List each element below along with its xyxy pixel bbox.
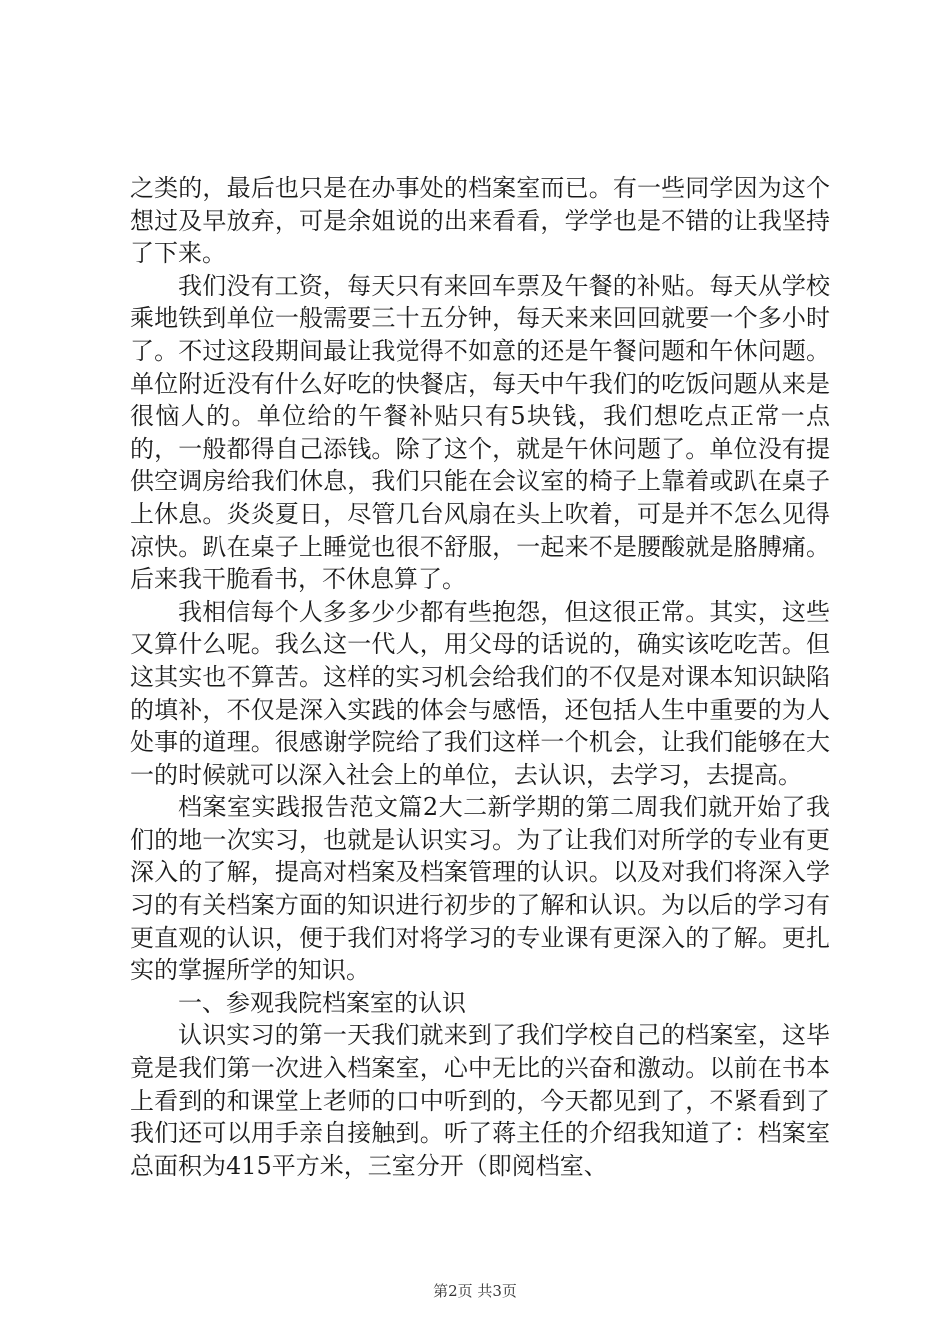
paragraph-3: 我相信每个人多多少少都有些抱怨，但这很正常。其实，这些又算什么呢。我么这一代人，用父母的话说的，确实该吃吃苦。但这其实也不算苦。这样的实习机会给我们的不仅是对课本知识缺陷的填补，不仅是深入实践的体会与感悟，还包括人生中重要的为人处事的道理。很感谢学院给了我们这样一个机会，让我们能够在大一的时候就可以深入社会上的单位，去认识，去学习，去提高。 [130,597,830,789]
paragraph-4: 档案室实践报告范文篇2大二新学期的第二周我们就开始了我们的地一次实习，也就是认识实习。为了让我们对所学的专业有更深入的了解，提高对档案及档案管理的认识。以及对我们将深入学习的有关档案方面的知识进行初步的了解和认识。为以后的学习有更直观的认识，便于我们对将学习的专业课有更深入的了解。更扎实的掌握所学的知识。 [130,793,830,985]
page-footer: 第2页 共3页 [433,1282,517,1300]
paragraph-5: 认识实习的第一天我们就来到了我们学校自己的档案室，这毕竟是我们第一次进入档案室，心中无比的兴奋和激动。以前在书本上看到的和课堂上老师的口中听到的，今天都见到了，不紧看到了我们还可以用手亲自接触到。听了蒋主任的介绍我知道了：档案室总面积为415平方米，三室分开（即阅档室、 [130,1021,830,1180]
paragraph-1: 之类的，最后也只是在办事处的档案室而已。有一些同学因为这个想过及早放弃，可是余姐说的出来看看，学学也是不错的让我坚持了下来。 [130,174,830,268]
document-body [130,172,830,1182]
paragraph-2: 我们没有工资，每天只有来回车票及午餐的补贴。每天从学校乘地铁到单位一般需要三十五分钟，每天来来回回就要一个多小时了。不过这段期间最让我觉得不如意的还是午餐问题和午休问题。单位附近没有什么好吃的快餐店，每天中午我们的吃饭问题从来是很恼人的。单位给的午餐补贴只有5块钱，我们想吃点正常一点的，一般都得自己添钱。除了这个，就是午休问题了。单位没有提供空调房给我们休息，我们只能在会议室的椅子上靠着或趴在桌子上休息。炎炎夏日，尽管几台风扇在头上吹着，可是并不怎么见得凉快。趴在桌子上睡觉也很不舒服，一起来不是腰酸就是胳膊痛。后来我干脆看书，不休息算了。 [130,271,830,594]
section-heading: 一、参观我院档案室的认识 [178,988,466,1017]
